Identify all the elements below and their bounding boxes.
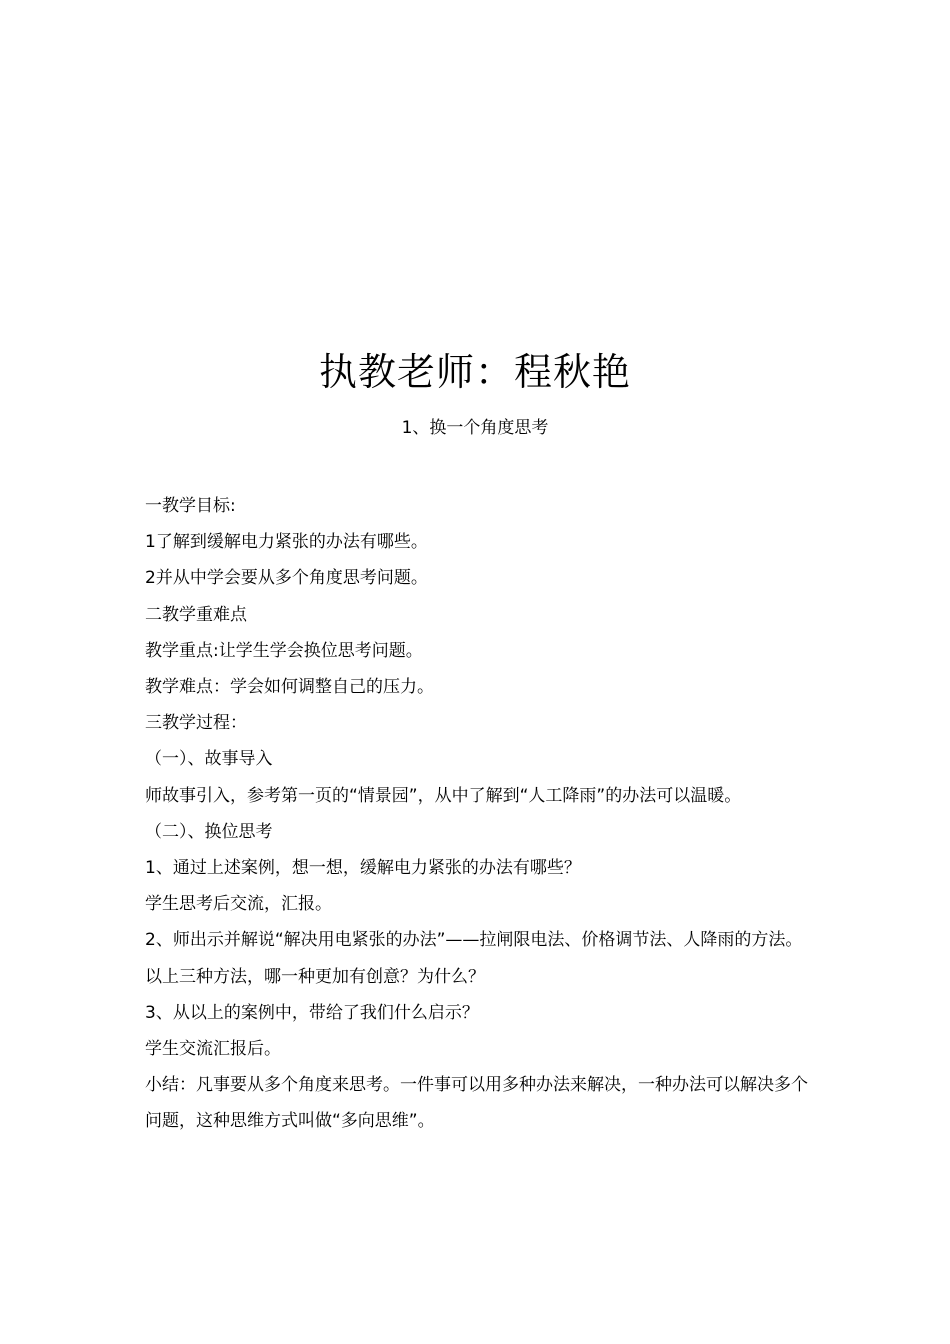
objective-item-1: 1了解到缓解电力紧张的办法有哪些。 <box>145 532 428 553</box>
document-body <box>145 488 810 1140</box>
subsection-heading-perspective: （二）、换位思考 <box>145 821 273 842</box>
document-title: 执教老师：程秋艳 <box>318 350 631 394</box>
process-step-1: 1、通过上述案例，想一想，缓解电力紧张的办法有哪些？ <box>145 858 581 879</box>
section-heading-objectives: 一教学目标: <box>145 496 236 516</box>
process-step-3: 3、从以上的案例中，带给了我们什么启示？ <box>145 1002 479 1023</box>
difficult-point: 教学难点：学会如何调整自己的压力。 <box>145 677 434 698</box>
key-point: 教学重点:让学生学会换位思考问题。 <box>145 640 423 661</box>
section-heading-key-points: 二教学重难点 <box>145 604 247 625</box>
subsection-heading-story: （一）、故事导入 <box>145 749 273 770</box>
section-heading-process: 三教学过程： <box>145 713 247 734</box>
process-step-2-question: 以上三种方法，哪一种更加有创意？为什么？ <box>145 966 485 987</box>
summary-paragraph: 小结：凡事要从多个角度来思考。一件事可以用多种办法来解决，一种办法可以解决多个问题，这种思维方式叫做“多向思维”。 <box>145 1075 808 1132</box>
lesson-subtitle: 1、换一个角度思考 <box>401 418 549 438</box>
process-step-2: 2、师出示并解说“解决用电紧张的办法”——拉闸限电法、价格调节法、人降雨的方法。 <box>145 930 803 951</box>
process-step-1-note: 学生思考后交流，汇报。 <box>145 894 332 915</box>
process-step-3-note: 学生交流汇报后。 <box>145 1039 281 1060</box>
story-paragraph: 师故事引入，参考第一页的“情景园”，从中了解到“人工降雨”的办法可以温暖。 <box>145 785 742 806</box>
objective-item-2: 2并从中学会要从多个角度思考问题。 <box>145 568 428 589</box>
